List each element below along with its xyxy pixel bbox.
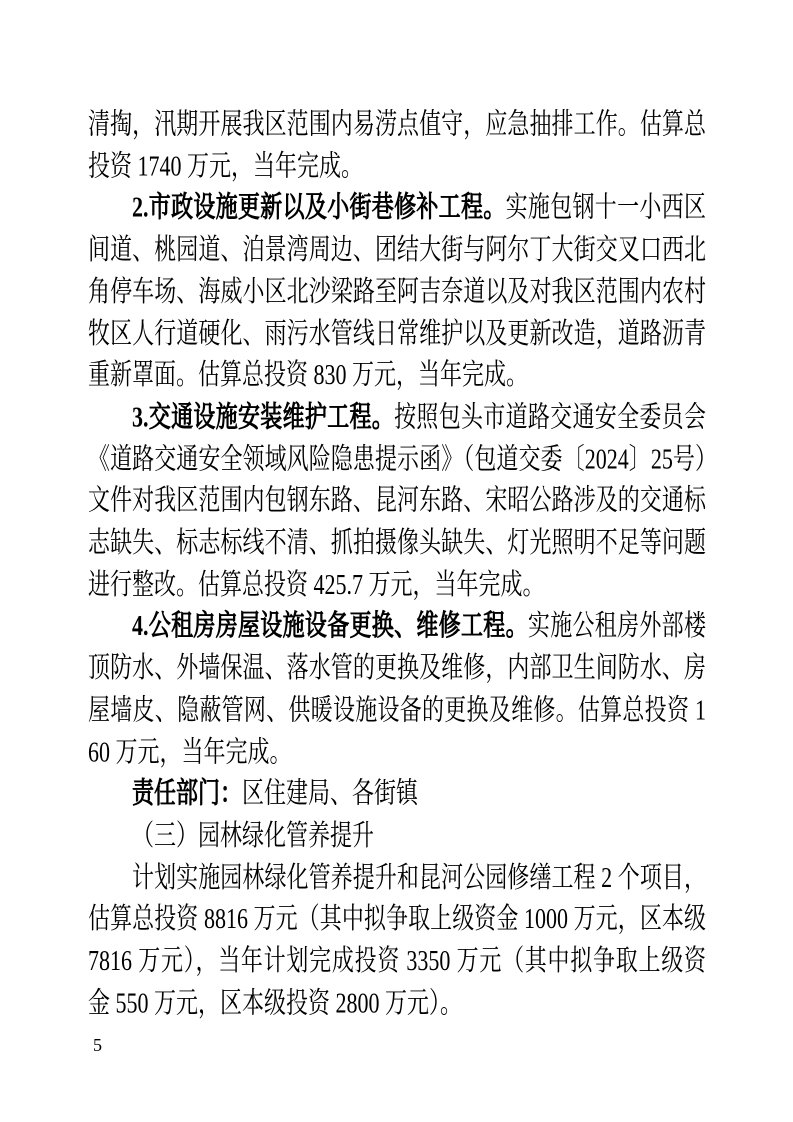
public-housing-project-body: 实施公租房外部楼顶防水、外墙保温、落水管的更换及维修，内部卫生间防水、房屋墙皮、隐蔽管网、供暖设施设备的更换及维修。估算总投资 160 万元，当年完成。 [88, 609, 706, 768]
section-heading-landscaping [88, 814, 706, 856]
paragraph-traffic-facilities-project [88, 396, 706, 605]
traffic-facilities-project-body: 按照包头市道路交通安全委员会《道路交通安全领域风险隐患提示函》（包道交委〔2024〕25号）文件对我区范围内包钢东路、昆河东路、宋昭公路涉及的交通标志缺失、标志标线不清、抓拍摄像头缺失、灯光照明不足等问题进行整改。估算总投资 425.7 万元，当年完成。 [88, 399, 706, 601]
paragraph-sewer-continuation [88, 103, 706, 187]
responsible-departments-value: 区住建局、各街镇 [242, 776, 419, 810]
sewer-continuation-text: 清掏，汛期开展我区范围内易涝点值守，应急抽排工作。估算总投资 1740 万元，当年完成。 [88, 106, 706, 182]
paragraph-responsible-departments [88, 773, 706, 815]
landscaping-plan-text: 计划实施园林绿化管养提升和昆河公园修缮工程 2 个项目，估算总投资 8816 万元（其中拟争取上级资金 1000 万元，区本级 7816 万元），当年计划完成投资 3350 万元（其中拟争取上级资金 550 万元，区本级投资 2800 万元）。 [88, 860, 706, 1019]
traffic-facilities-project-title: 3.交通设施安装维护工程。 [132, 399, 395, 433]
section-heading-landscaping-text: （三）园林绿化管养提升 [132, 818, 375, 852]
municipal-facilities-project-title: 2.市政设施更新以及小街巷修补工程。 [132, 190, 506, 224]
page-number: 5 [93, 1035, 102, 1055]
public-housing-project-title: 4.公租房房屋设施设备更换、维修工程。 [132, 609, 528, 643]
municipal-facilities-project-body: 实施包钢十一小西区间道、桃园道、泊景湾周边、团结大街与阿尔丁大街交叉口西北角停车场、海威小区北沙梁路至阿吉奈道以及对我区范围内农村牧区人行道硬化、雨污水管线日常维护以及更新改造，道路沥青重新罩面。估算总投资 830 万元，当年完成。 [88, 190, 706, 392]
document-body [88, 103, 706, 1024]
responsible-departments-label: 责任部门： [132, 776, 243, 810]
paragraph-landscaping-plan [88, 856, 706, 1023]
paragraph-municipal-facilities-project [88, 187, 706, 396]
paragraph-public-housing-project [88, 605, 706, 772]
